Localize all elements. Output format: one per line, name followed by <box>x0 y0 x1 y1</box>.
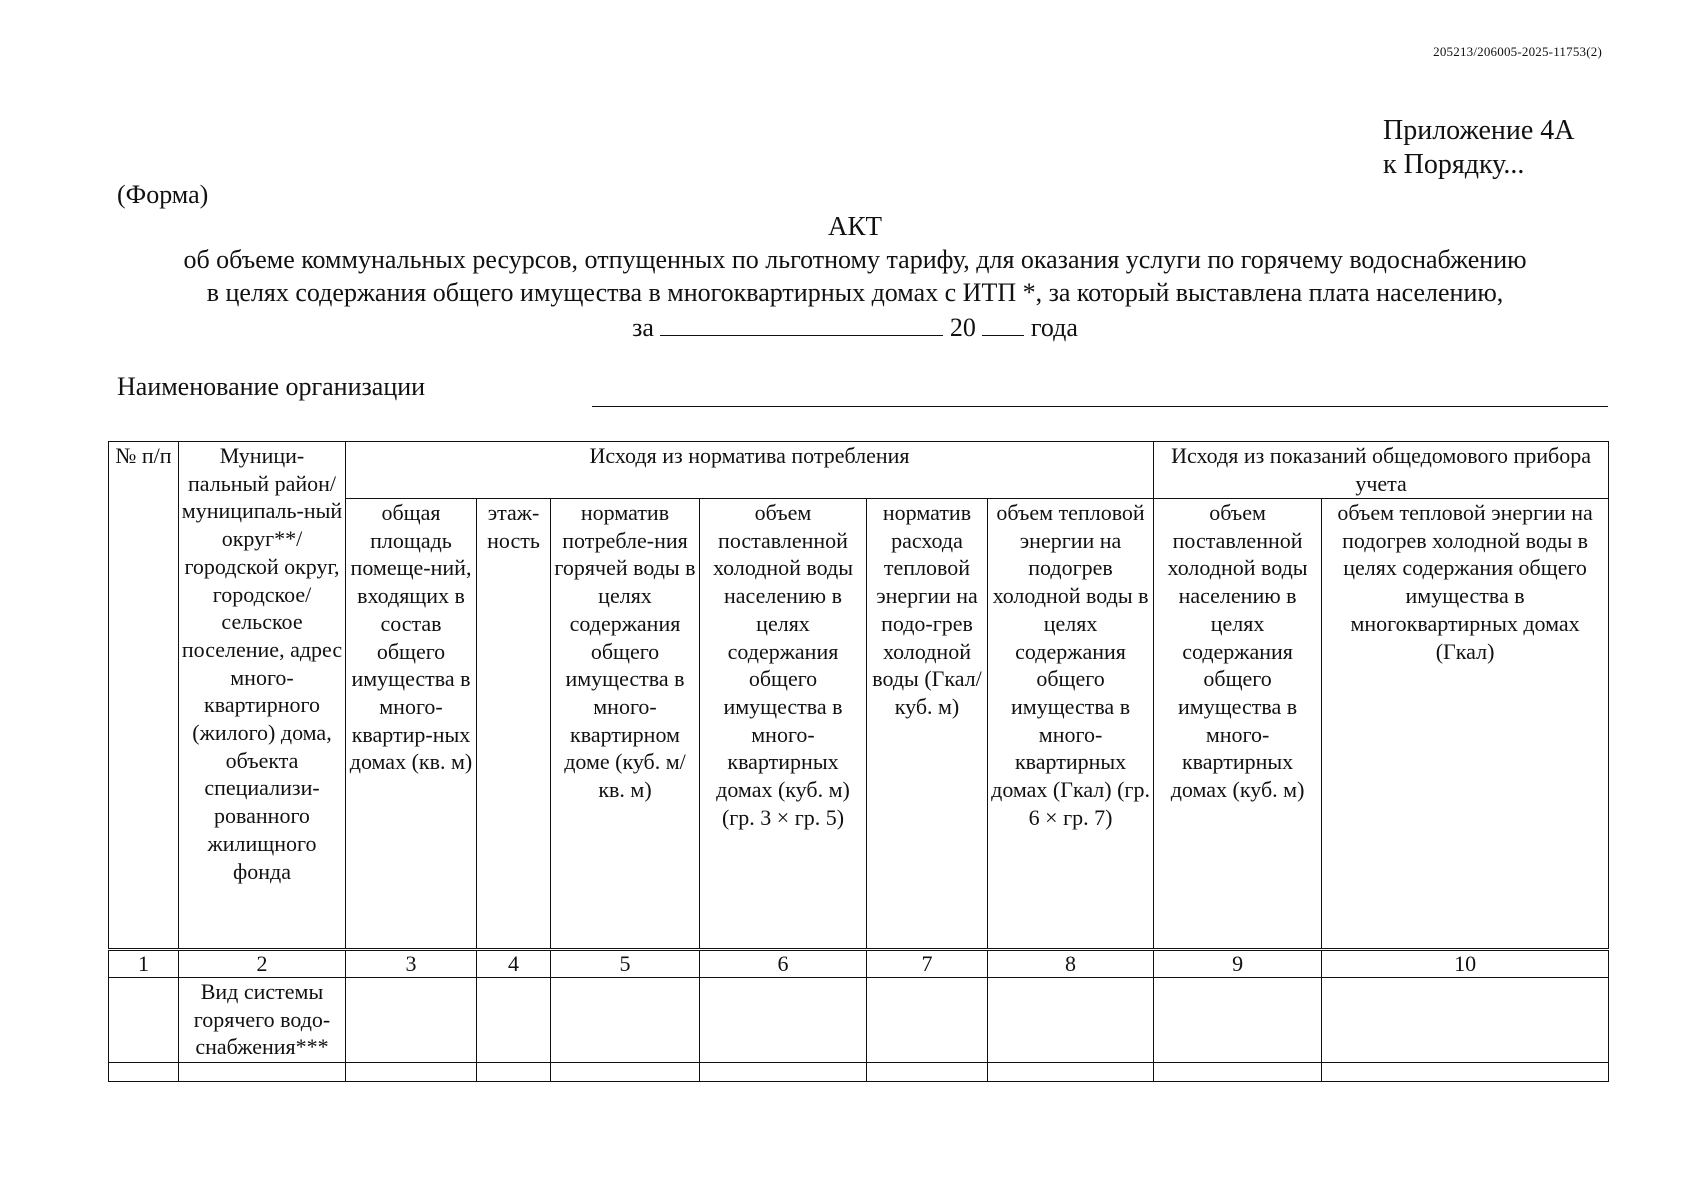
table-cell[interactable] <box>1322 1063 1609 1082</box>
table-cell[interactable] <box>700 1063 867 1082</box>
column-number: 3 <box>346 950 477 978</box>
table-cell[interactable] <box>109 1063 179 1082</box>
appendix-reference <box>1383 114 1575 182</box>
period-year-blank[interactable] <box>982 309 1024 336</box>
header-row-1 <box>109 442 1609 499</box>
column-number: 6 <box>700 950 867 978</box>
form-label: (Форма) <box>117 180 209 209</box>
header-col-4: этаж-ность <box>477 499 551 950</box>
column-number-row <box>109 950 1609 978</box>
act-heading: АКТ <box>828 211 882 241</box>
column-number: 10 <box>1322 950 1609 978</box>
header-col-8: объем тепловой энергии на подогрев холодной воды в целях содержания общего имущества в много-квартирных домах (Гкал) (гр. 6 × гр. 7) <box>988 499 1154 950</box>
document-id: 205213/206005-2025-11753(2) <box>1433 44 1602 59</box>
table-cell[interactable] <box>867 978 988 1063</box>
system-type-row <box>109 978 1609 1063</box>
title-line-2: в целях содержания общего имущества в многоквартирных домах с ИТП *, за который выставлена плата населению, <box>206 278 1504 307</box>
title-period-line <box>100 309 1610 344</box>
organization-label: Наименование организации <box>117 372 426 401</box>
column-number: 5 <box>551 950 700 978</box>
appendix-line-2: к Порядку... <box>1383 149 1525 180</box>
header-group-meter: Исходя из показаний общедомового прибора учета <box>1154 442 1609 499</box>
column-number: 2 <box>179 950 346 978</box>
table-cell[interactable] <box>477 978 551 1063</box>
table-cell[interactable] <box>1322 978 1609 1063</box>
header-col-6: объем поставленной холодной воды населению в целях содержания общего имущества в много-квартирных домах (куб. м) (гр. 3 × гр. 5) <box>700 499 867 950</box>
header-col-3: общая площадь помеще-ний, входящих в состав общего имущества в много-квартир-ных домах (кв. м) <box>346 499 477 950</box>
table-cell[interactable] <box>700 978 867 1063</box>
organization-name-line[interactable] <box>592 406 1608 407</box>
period-za: за <box>632 313 654 342</box>
document-title <box>100 210 1610 344</box>
report-table <box>108 441 1609 1082</box>
period-year-suffix: года <box>1030 313 1078 342</box>
header-col-7: норматив расхода тепловой энергии на подо-грев холодной воды (Гкал/ куб. м) <box>867 499 988 950</box>
table-cell[interactable] <box>551 978 700 1063</box>
table-cell[interactable] <box>988 1063 1154 1082</box>
table-cell[interactable] <box>346 978 477 1063</box>
column-number: 1 <box>109 950 179 978</box>
system-type-label: Вид системы горячего водо-снабжения*** <box>179 978 346 1063</box>
column-number: 8 <box>988 950 1154 978</box>
header-col-5: норматив потребле-ния горячей воды в целях содержания общего имущества в много-квартирном доме (куб. м/ кв. м) <box>551 499 700 950</box>
table-row <box>109 1063 1609 1082</box>
column-number: 9 <box>1154 950 1322 978</box>
header-col-9: объем поставленной холодной воды населению в целях содержания общего имущества в много-квартирных домах (куб. м) <box>1154 499 1322 950</box>
table-cell[interactable] <box>477 1063 551 1082</box>
column-number: 4 <box>477 950 551 978</box>
table-cell[interactable] <box>551 1063 700 1082</box>
header-col-2: Муници-пальный район/ муниципаль-ный округ**/ городской округ, городское/ сельское поселение, адрес много-квартирного (жилого) дома, объекта специализи-рованного жилищного фонда <box>179 442 346 950</box>
header-col-1: № п/п <box>109 442 179 950</box>
title-line-1: об объеме коммунальных ресурсов, отпущенных по льготному тарифу, для оказания услуги по горячему водоснабжению <box>183 245 1527 274</box>
period-month-blank[interactable] <box>660 309 943 336</box>
table-cell[interactable] <box>988 978 1154 1063</box>
table-cell[interactable] <box>1154 1063 1322 1082</box>
table-cell[interactable] <box>346 1063 477 1082</box>
table-cell[interactable] <box>179 1063 346 1082</box>
table-cell[interactable] <box>109 978 179 1063</box>
header-group-norm: Исходя из норматива потребления <box>346 442 1154 499</box>
header-col-10: объем тепловой энергии на подогрев холодной воды в целях содержания общего имущества в многоквартирных домах (Гкал) <box>1322 499 1609 950</box>
table-cell[interactable] <box>867 1063 988 1082</box>
period-year-prefix: 20 <box>949 313 976 342</box>
table-cell[interactable] <box>1154 978 1322 1063</box>
appendix-line-1: Приложение 4А <box>1383 115 1575 146</box>
column-number: 7 <box>867 950 988 978</box>
